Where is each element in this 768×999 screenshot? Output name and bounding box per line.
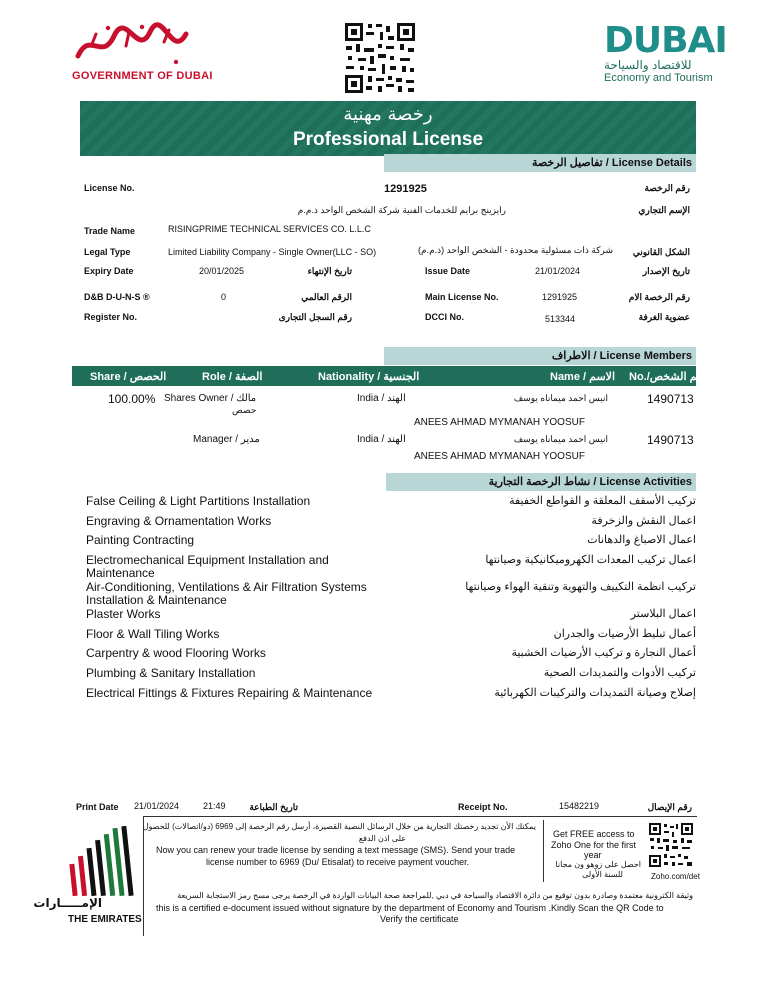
issue-date-label: Issue Date — [425, 266, 471, 276]
legal-type-label: Legal Type — [84, 247, 131, 257]
activity-en-line2: Installation & Maintenance — [86, 593, 227, 607]
print-date-value: 21/01/2024 — [134, 801, 180, 811]
member-nationality: India / الهند — [357, 393, 406, 404]
activity-en: False Ceiling & Light Partitions Installation — [86, 494, 311, 508]
certificate-note-arabic: وثيقة الكترونية معتمدة وصادرة بدون توقيع من دائرة الاقتصاد والسياحة في دبي ,للمراجعة صحة البيانات الواردة في الرخصة يرجى مسح رمز الاستجابة السريعة — [177, 891, 693, 900]
activity-ar: تركيب انظمة التكييف والتهوية وتنقية الهواء وصيانتها — [465, 581, 696, 593]
zoho-url[interactable]: Zoho.com/det — [651, 872, 700, 881]
dubai-det-logo — [604, 20, 727, 61]
member-person-no: 1490713 — [647, 392, 694, 406]
dcci-no-label-ar: عضوية الغرفة — [638, 312, 690, 322]
expiry-date-label: Expiry Date — [84, 266, 134, 276]
member-role-line2: حصص — [232, 405, 257, 415]
print-time-value: 21:49 — [203, 801, 226, 811]
issue-date-value: 21/01/2024 — [535, 266, 581, 276]
license-activities-header: License Activities / نشاط الرخصة التجارية — [386, 473, 696, 491]
license-members-header: License Members / الاطراف — [384, 347, 696, 365]
activity-ar: اعمال تركيب المعدات الكهروميكانيكية وصيانتها — [485, 554, 696, 566]
member-name-english: ANEES AHMAD MYMANAH YOOSUF — [414, 417, 585, 428]
dcci-no-label: DCCI No. — [425, 312, 464, 322]
col-share: Share / الحصص — [90, 371, 167, 383]
activity-en: Plumbing & Sanitary Installation — [86, 666, 256, 680]
register-no-label-ar: رقم السجل التجارى — [278, 312, 352, 322]
member-person-no: 1490713 — [647, 433, 694, 447]
issue-date-label-ar: تاريخ الإصدار — [642, 266, 690, 276]
zoho-promo-line3: year — [584, 850, 602, 860]
dcci-no-value: 513344 — [545, 314, 576, 324]
trade-name-value: RISINGPRIME TECHNICAL SERVICES CO. L.L.C — [168, 224, 371, 234]
main-license-value: 1291925 — [542, 292, 578, 302]
activity-en: Painting Contracting — [86, 533, 195, 547]
activity-en: Engraving & Ornamentation Works — [86, 514, 272, 528]
gov-english-name: GOVERNMENT OF DUBAI — [72, 70, 213, 82]
legal-type-label-ar: الشكل القانوني — [632, 247, 690, 257]
col-nationality: Nationality / الجنسية — [318, 371, 420, 383]
duns-label: D&B D-U-N-S ® — [84, 292, 150, 302]
legal-type-arabic: شركة ذات مسئولية محدودة - الشخص الواحد (ذ.م.م) — [418, 245, 613, 255]
license-no-label-ar: رقم الرخصة — [644, 183, 690, 193]
activity-en: Electrical Fittings & Fixtures Repairing & Maintenance — [86, 686, 373, 700]
zoho-divider — [543, 820, 544, 882]
activity-ar: أعمال تبليط الأرضيات والجدران — [553, 628, 696, 640]
col-name: Name / الاسم — [550, 371, 616, 383]
license-no-value: 1291925 — [384, 183, 427, 195]
zoho-promo-arabic-line2: للسنة الأولى — [582, 870, 623, 879]
member-share: 100.00% — [108, 392, 156, 406]
duns-label-ar: الرقم العالمي — [301, 292, 352, 302]
certificate-note-english: this is a certified e-document issued without signature by the department of Economy and Tourism .Kindly Scan the QR Code to — [156, 903, 664, 913]
zoho-qr-code[interactable] — [648, 822, 694, 868]
activity-en: Carpentry & wood Flooring Works — [86, 646, 266, 660]
activity-ar: إصلاح وصيانة التمديدات والتركيبات الكهربائية — [494, 687, 696, 699]
sms-message-english: Now you can renew your trade license by sending a text message (SMS). Send your trade — [156, 845, 516, 855]
activity-ar: أعمال النجارة و تركيب الأرضيات الخشبية — [511, 647, 696, 659]
sms-message-english-line2: license number to 6969 (Du/ Etisalat) to receive payment voucher. — [206, 857, 470, 867]
print-date-label: Print Date — [76, 802, 119, 812]
government-of-dubai-logo — [72, 22, 192, 66]
zoho-promo-line1 — [553, 829, 635, 839]
trade-name-label-ar: الإسم التجاري — [638, 205, 690, 215]
uae-brand-mark — [68, 826, 136, 896]
member-name-arabic: انيس احمد ميماناه يوسف — [513, 434, 608, 444]
activity-ar: اعمال البلاستر — [630, 608, 696, 620]
legal-type-value: Limited Liability Company - Single Owner(LLC - SO) — [168, 247, 377, 257]
activity-en: Electromechanical Equipment Installation and — [86, 553, 329, 567]
title-arabic: رخصة مهنية — [343, 104, 433, 125]
activity-ar: تركيب الأسقف المعلقة و القواطع الخفيفة — [509, 495, 696, 507]
receipt-no-value: 15482219 — [559, 801, 600, 811]
trade-name-arabic: رايزينج برايم للخدمات الفنية شركة الشخص الواحد ذ.م.م — [297, 205, 506, 215]
expiry-date-label-ar: تاريخ الإنتهاء — [307, 266, 352, 276]
duns-value: 0 — [221, 292, 227, 302]
qr-code — [344, 22, 416, 94]
expiry-date-value: 20/01/2025 — [199, 266, 245, 276]
license-details-header: License Details / تفاصيل الرخصة — [384, 154, 696, 172]
activity-en: Air-Conditioning, Ventilations & Air Filtration Systems — [86, 580, 367, 594]
footer-left-border — [143, 816, 144, 936]
col-role: Role / الصفة — [202, 371, 263, 383]
certificate-note-english-line2: Verify the certificate — [380, 914, 459, 924]
footer-divider — [143, 816, 697, 817]
uae-arabic: الإمـــــارات — [33, 896, 102, 910]
sms-message-arabic-line2: على اذن الدفع — [358, 834, 406, 843]
members-table-header — [72, 366, 708, 386]
title-english: Professional License — [292, 129, 484, 150]
activity-en-line2: Maintenance — [86, 566, 155, 580]
zoho-promo-line2: Zoho One for the first — [551, 840, 637, 850]
register-no-label: Register No. — [84, 312, 138, 322]
activity-en: Floor & Wall Tiling Works — [86, 627, 220, 641]
svg-text:DUBAI: DUBAI — [604, 20, 727, 61]
member-role: Manager / مدير — [193, 434, 260, 445]
main-license-label-ar: رقم الرخصة الام — [628, 292, 690, 302]
activity-ar: تركيب الأدوات والتمديدات الصحية — [543, 667, 696, 679]
det-english-name: Economy and Tourism — [604, 72, 713, 84]
member-role: Shares Owner / مالك — [164, 393, 257, 404]
member-name-english: ANEES AHMAD MYMANAH YOOSUF — [414, 451, 585, 462]
title-banner — [80, 101, 696, 156]
print-date-label-ar: تاريخ الطباعة — [249, 802, 298, 812]
col-person-no: No./رقم الشخص — [629, 371, 708, 383]
activity-en: Plaster Works — [86, 607, 161, 621]
trade-name-label: Trade Name — [84, 226, 136, 236]
member-name-arabic: انيس احمد ميماناه يوسف — [513, 393, 608, 403]
activity-ar: اعمال الاصباغ والدهانات — [587, 534, 696, 546]
main-license-label: Main License No. — [425, 292, 499, 302]
member-nationality: India / الهند — [357, 434, 406, 445]
license-no-label: License No. — [84, 183, 135, 193]
activity-ar: اعمال النقش والزخرفة — [591, 515, 696, 527]
receipt-no-label-ar: رقم الإيصال — [647, 802, 692, 812]
zoho-promo-text: Get FREE access to — [553, 829, 635, 839]
det-arabic-name: للاقتصاد والسياحة — [604, 58, 692, 72]
sms-message-arabic: يمكنك الأن تجديد رخصتك التجارية من خلال الرسائل النصية القصيرة، أرسل رقم الرخصة إلى 6969 (دو/اتصالات) للحصول — [142, 822, 536, 831]
uae-english: THE EMIRATES — [68, 914, 142, 925]
zoho-promo-arabic: احصل على زوهو ون مجانا — [555, 860, 641, 869]
receipt-no-label: Receipt No. — [458, 802, 508, 812]
